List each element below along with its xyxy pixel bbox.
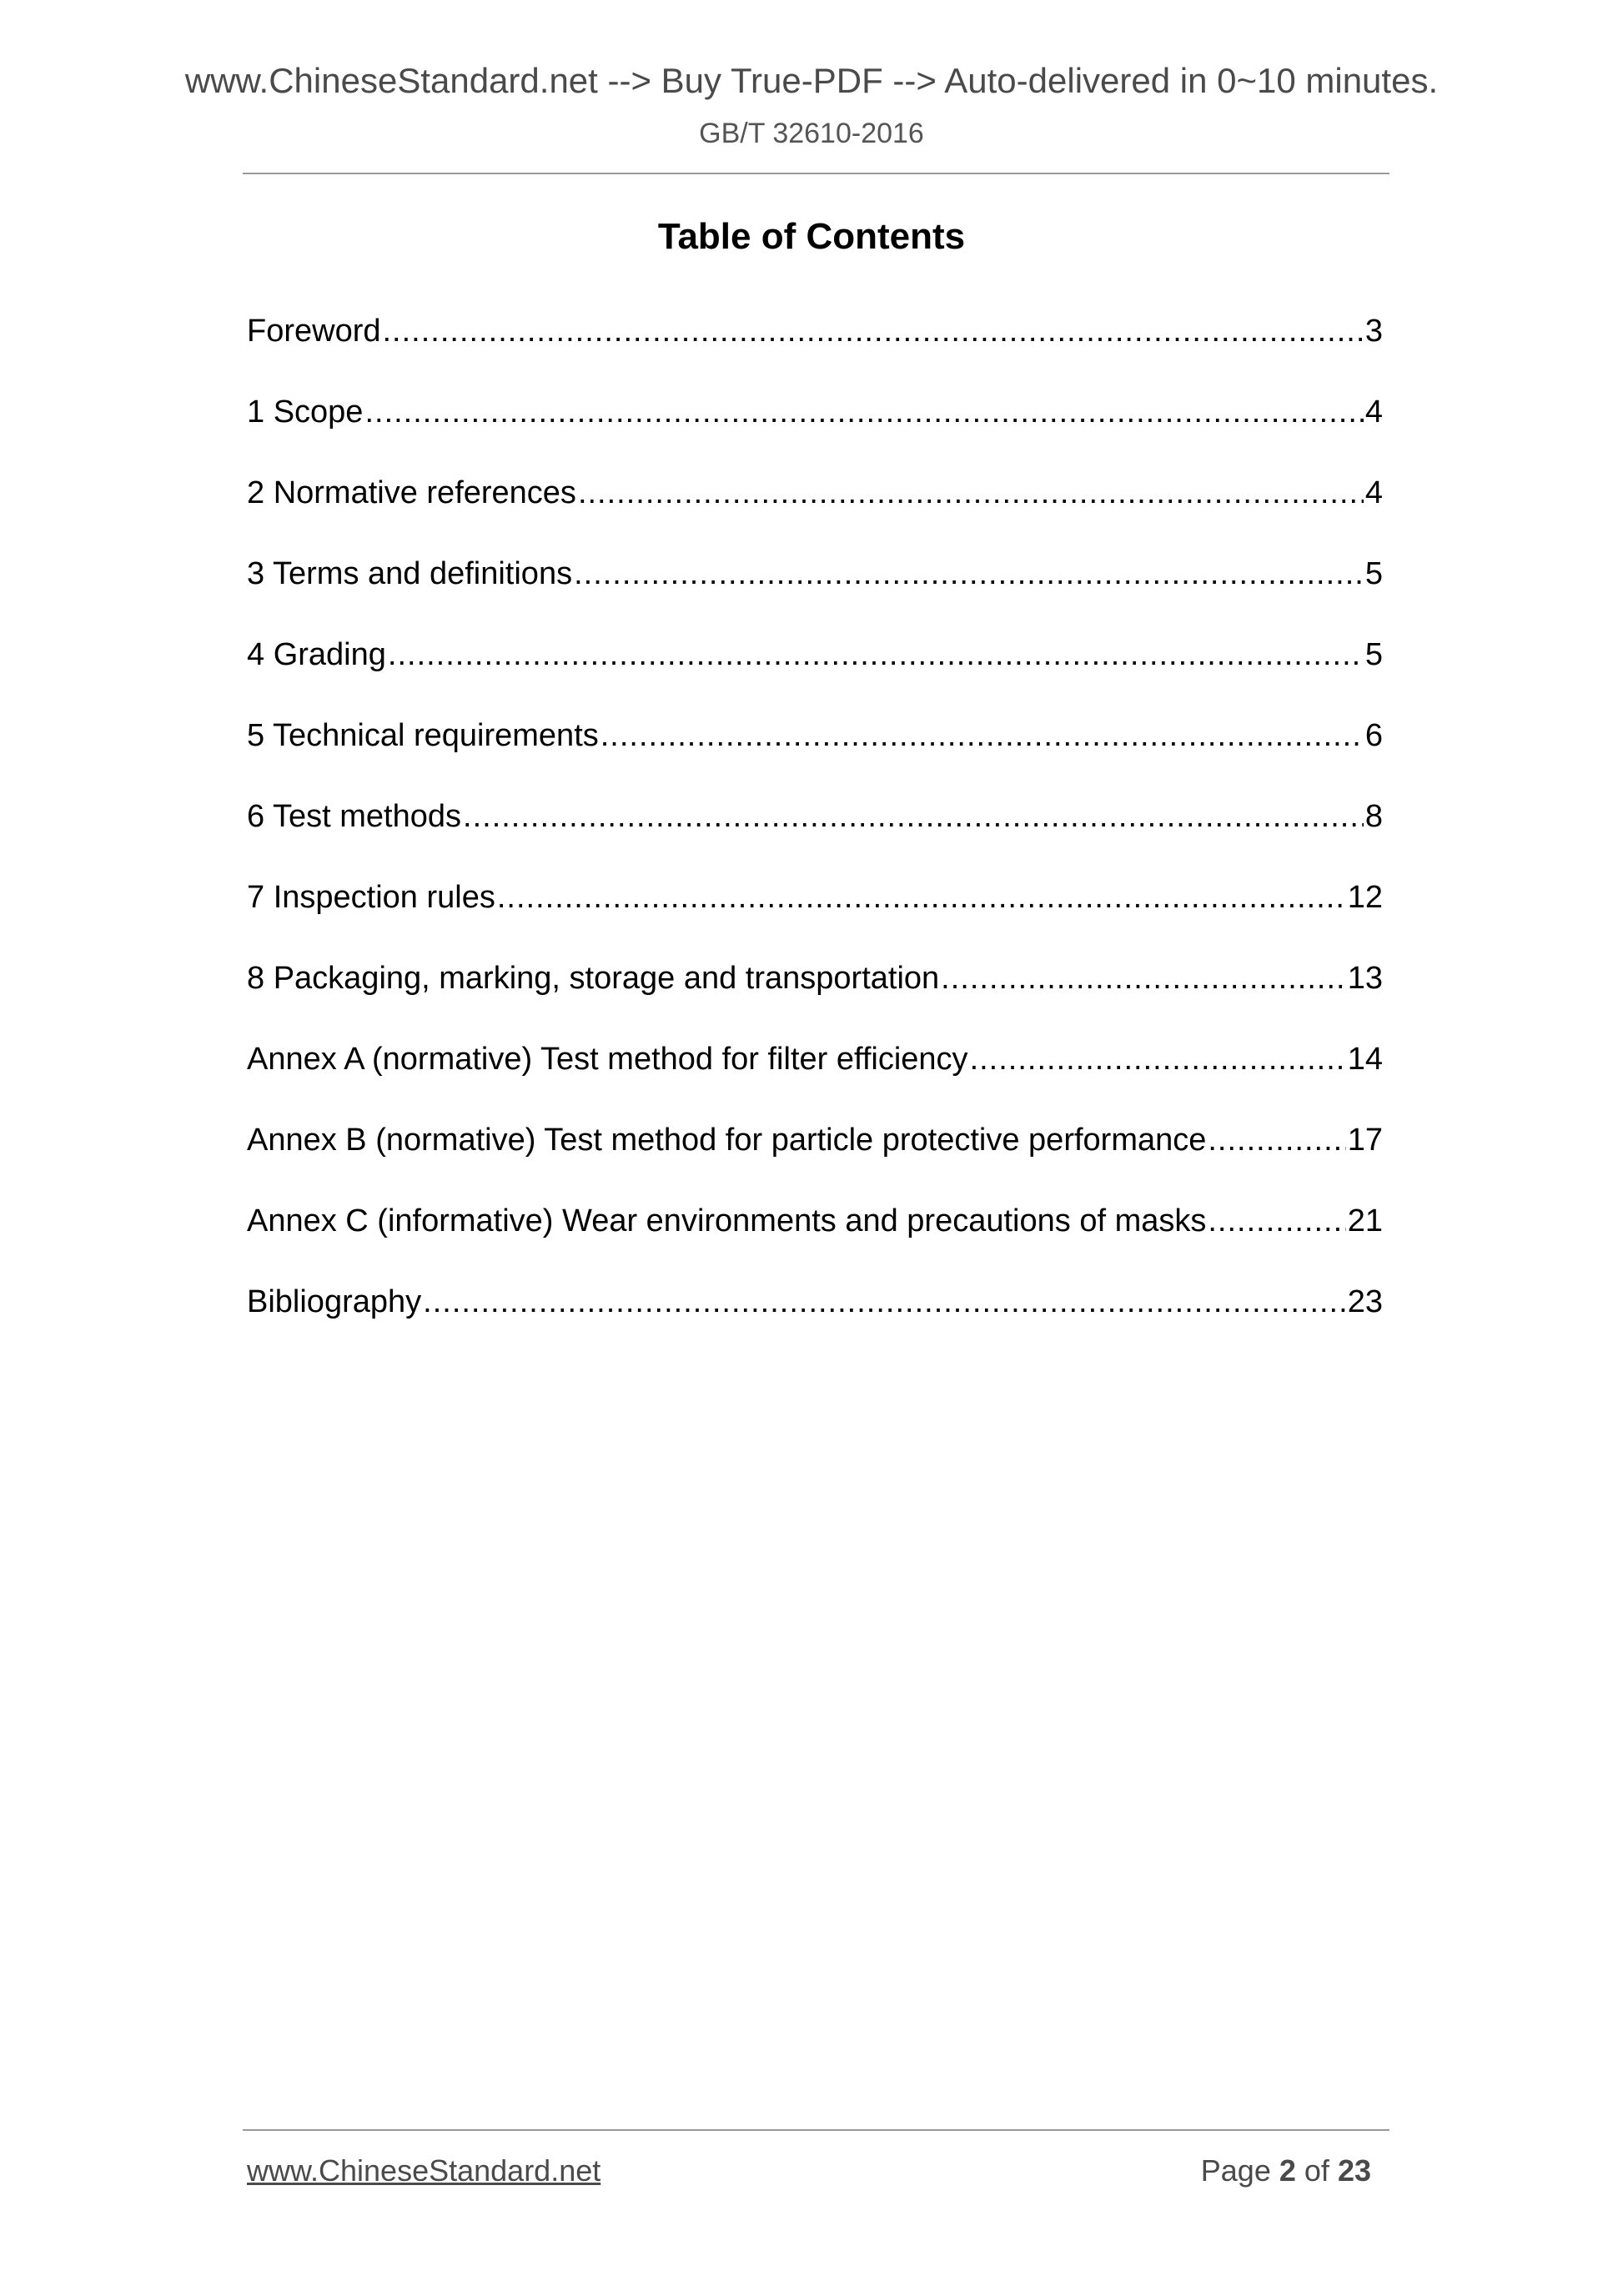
- toc-entry-label: 4 Grading: [247, 637, 386, 672]
- footer-divider: [243, 2129, 1389, 2131]
- toc-entry-label: Annex A (normative) Test method for filter efficiency: [247, 1042, 968, 1077]
- toc-entry-normative-references[interactable]: [247, 473, 1383, 554]
- toc-entry-page: 23: [1347, 1284, 1383, 1319]
- toc-leader-dots: [388, 635, 1364, 675]
- toc-entry-page: 5: [1364, 556, 1383, 591]
- toc-entry-label: Bibliography: [247, 1284, 422, 1319]
- toc-entry-bibliography[interactable]: [247, 1282, 1383, 1363]
- toc-leader-dots: [497, 877, 1346, 917]
- toc-leader-dots: [1208, 1201, 1345, 1241]
- toc-entry-label: 3 Terms and definitions: [247, 556, 573, 591]
- toc-leader-dots: [423, 1282, 1346, 1322]
- toc-entry-label: 5 Technical requirements: [247, 718, 599, 753]
- toc-entry-label: 6 Test methods: [247, 799, 462, 834]
- toc-leader-dots: [941, 958, 1346, 998]
- toc-entry-page: 13: [1347, 961, 1383, 996]
- toc-entry-label: Foreword: [247, 314, 381, 349]
- toc-entry-scope[interactable]: [247, 392, 1383, 473]
- page-separator: of: [1304, 2153, 1329, 2188]
- footer-site-link[interactable]: www.ChineseStandard.net: [247, 2153, 601, 2188]
- toc-leader-dots: [574, 554, 1364, 594]
- toc-entry-test-methods[interactable]: [247, 796, 1383, 877]
- toc-entry-page: 4: [1364, 475, 1383, 510]
- toc-entry-page: 14: [1347, 1042, 1383, 1077]
- toc-leader-dots: [383, 311, 1364, 351]
- page-prefix: Page: [1200, 2153, 1271, 2188]
- toc-leader-dots: [970, 1039, 1346, 1079]
- toc-entry-technical-requirements[interactable]: [247, 716, 1383, 796]
- toc-leader-dots: [600, 716, 1364, 756]
- toc-entry-page: 17: [1347, 1123, 1383, 1158]
- toc-leader-dots: [364, 392, 1363, 432]
- toc-entry-page: 4: [1364, 394, 1383, 430]
- toc-leader-dots: [463, 796, 1364, 837]
- toc-entry-annex-c[interactable]: [247, 1201, 1383, 1282]
- toc-entry-page: 12: [1347, 880, 1383, 915]
- toc-entry-label: 8 Packaging, marking, storage and transportation: [247, 961, 940, 996]
- toc-entry-page: 6: [1364, 718, 1383, 753]
- toc-title: Table of Contents: [657, 216, 966, 257]
- toc-entry-label: Annex C (informative) Wear environments and precautions of masks: [247, 1203, 1207, 1238]
- standard-code: GB/T 32610-2016: [699, 118, 924, 149]
- toc-entry-terms-and-definitions[interactable]: [247, 554, 1383, 635]
- toc-entry-inspection-rules[interactable]: [247, 877, 1383, 958]
- toc-entry-page: 8: [1364, 799, 1383, 834]
- toc-entry-annex-a[interactable]: [247, 1039, 1383, 1120]
- header-banner: www.ChineseStandard.net --> Buy True-PDF --> Auto-delivered in 0~10 minutes.: [184, 61, 1439, 100]
- toc-entry-page: 21: [1347, 1203, 1383, 1238]
- total-pages-number: 23: [1337, 2153, 1371, 2188]
- toc-entry-label: 2 Normative references: [247, 475, 576, 510]
- toc-leader-dots: [578, 473, 1364, 513]
- toc-entry-page: 3: [1364, 314, 1383, 349]
- toc-leader-dots: [1208, 1120, 1345, 1160]
- toc-entry-label: 7 Inspection rules: [247, 880, 495, 915]
- page-indicator: [1200, 2153, 1371, 2188]
- toc-entry-page: 5: [1364, 637, 1383, 672]
- toc-list: [247, 311, 1383, 1363]
- toc-entry-packaging[interactable]: [247, 958, 1383, 1039]
- current-page-number: 2: [1279, 2153, 1296, 2188]
- toc-entry-label: Annex B (normative) Test method for particle protective performance: [247, 1123, 1207, 1158]
- toc-entry-grading[interactable]: [247, 635, 1383, 716]
- toc-entry-label: 1 Scope: [247, 394, 364, 430]
- toc-entry-foreword[interactable]: [247, 311, 1383, 392]
- toc-entry-annex-b[interactable]: [247, 1120, 1383, 1201]
- header-divider: [243, 173, 1389, 174]
